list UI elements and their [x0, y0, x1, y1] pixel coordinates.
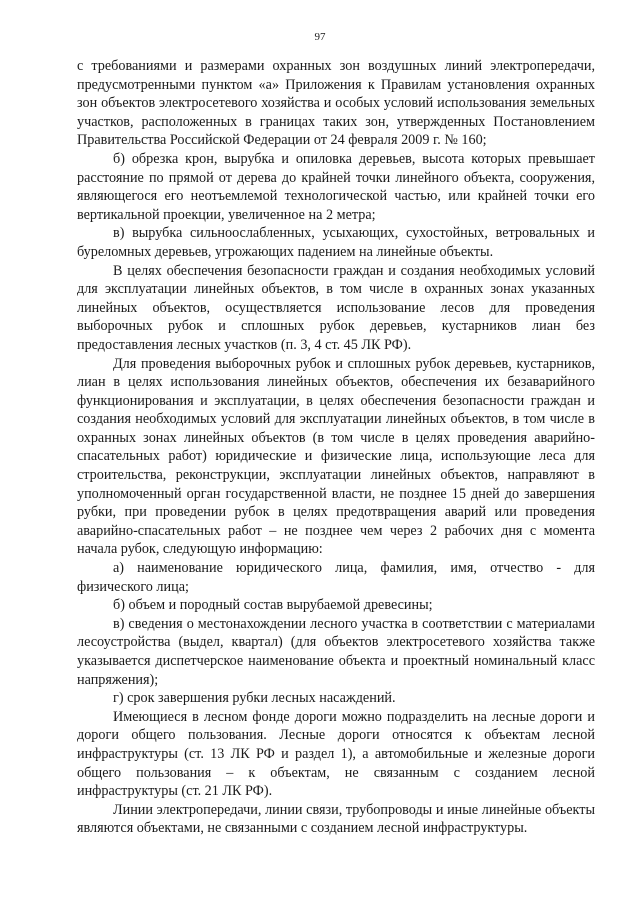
paragraph-item-v-weakened-trees: в) вырубка сильноослабленных, усыхающих, сухостойных, ветровальных и буреломных деревьев, угрожающих падением на линейные объекты. [77, 225, 595, 260]
paragraph-item-g-completion-date: г) срок завершения рубки лесных насаждений. [113, 690, 396, 707]
page-number: 97 [314, 31, 326, 43]
paragraph-item-b-timber-volume: б) объем и породный состав вырубаемой древесины; [113, 597, 433, 614]
paragraph-item-a-entity-name: а) наименование юридического лица, фамилия, имя, отчество - для физического лица; [77, 560, 595, 595]
paragraph-item-v-plot-location: в) сведения о местонахождении лесного участка в соответствии с материалами лесоустройства (выдел, квартал) (для объектов электросетевого хозяйства также указывается диспетчерское наименование объекта и проектный номинальный класс напряжения); [77, 615, 595, 688]
paragraph-forest-roads: Имеющиеся в лесном фонде дороги можно подразделить на лесные дороги и дороги общего пользования. Лесные дороги относятся к объектам лесной инфраструктуры (ст. 13 ЛК РФ и раздел 1), а автомобильные и железные дороги общего пользования – к объектам, не связанным с созданием лесной инфраструктуры (ст. 21 ЛК РФ). [77, 708, 595, 800]
paragraph-item-b-crown-pruning: б) обрезка крон, вырубка и опиловка деревьев, высота которых превышает расстояние по прямой от дерева до крайней точки линейного объекта, сооружения, являющегося его неотъемлемой технологической частью, или крайней точки его вертикальной проекции, увеличенное на 2 метра; [77, 150, 595, 223]
paragraph-felling-notification: Для проведения выборочных рубок и сплошных рубок деревьев, кустарников, лиан в целях использования линейных объектов, обеспечения их безаварийного функционирования и эксплуатации, в целях обеспечения безопасности граждан и создания необходимых условий для эксплуатации линейных объектов, в том числе в охранных зонах линейных объектов (в том числе в целях проведения аварийно-спасательных работ) юридические и физические лица, использующие леса для строительства, реконструкции, эксплуатации линейных объектов, направляют в уполномоченный орган государственной власти, не позднее 15 дней до завершения рубки, при проведении рубок в целях предотвращения аварий или проведения аварийно-спасательных работ – не позднее чем через 2 рабочих дня с момента начала рубок, следующую информацию: [77, 355, 595, 558]
paragraph-continuation: с требованиями и размерами охранных зон воздушных линий электропередачи, предусмотренными пунктом «а» Приложения к Правилам установления охранных зон объектов электросетевого хозяйства и особых условий использования земельных участков, расположенных в границах таких зон, утвержденных Постановлением Правительства Российской Федерации от 24 февраля 2009 г. № 160; [77, 58, 595, 149]
body-text [77, 57, 595, 838]
paragraph-safety-purposes: В целях обеспечения безопасности граждан и создания необходимых условий для эксплуатации линейных объектов, в том числе в охранных зонах указанных линейных объектов, осуществляется использование лесов для проведения выборочных рубок и сплошных рубок деревьев, кустарников лиан без предоставления лесных участков (п. 3, 4 ст. 45 ЛК РФ). [77, 262, 595, 353]
paragraph-linear-objects: Линии электропередачи, линии связи, трубопроводы и иные линейные объекты являются объектами, не связанными с созданием лесной инфраструктуры. [77, 801, 595, 837]
